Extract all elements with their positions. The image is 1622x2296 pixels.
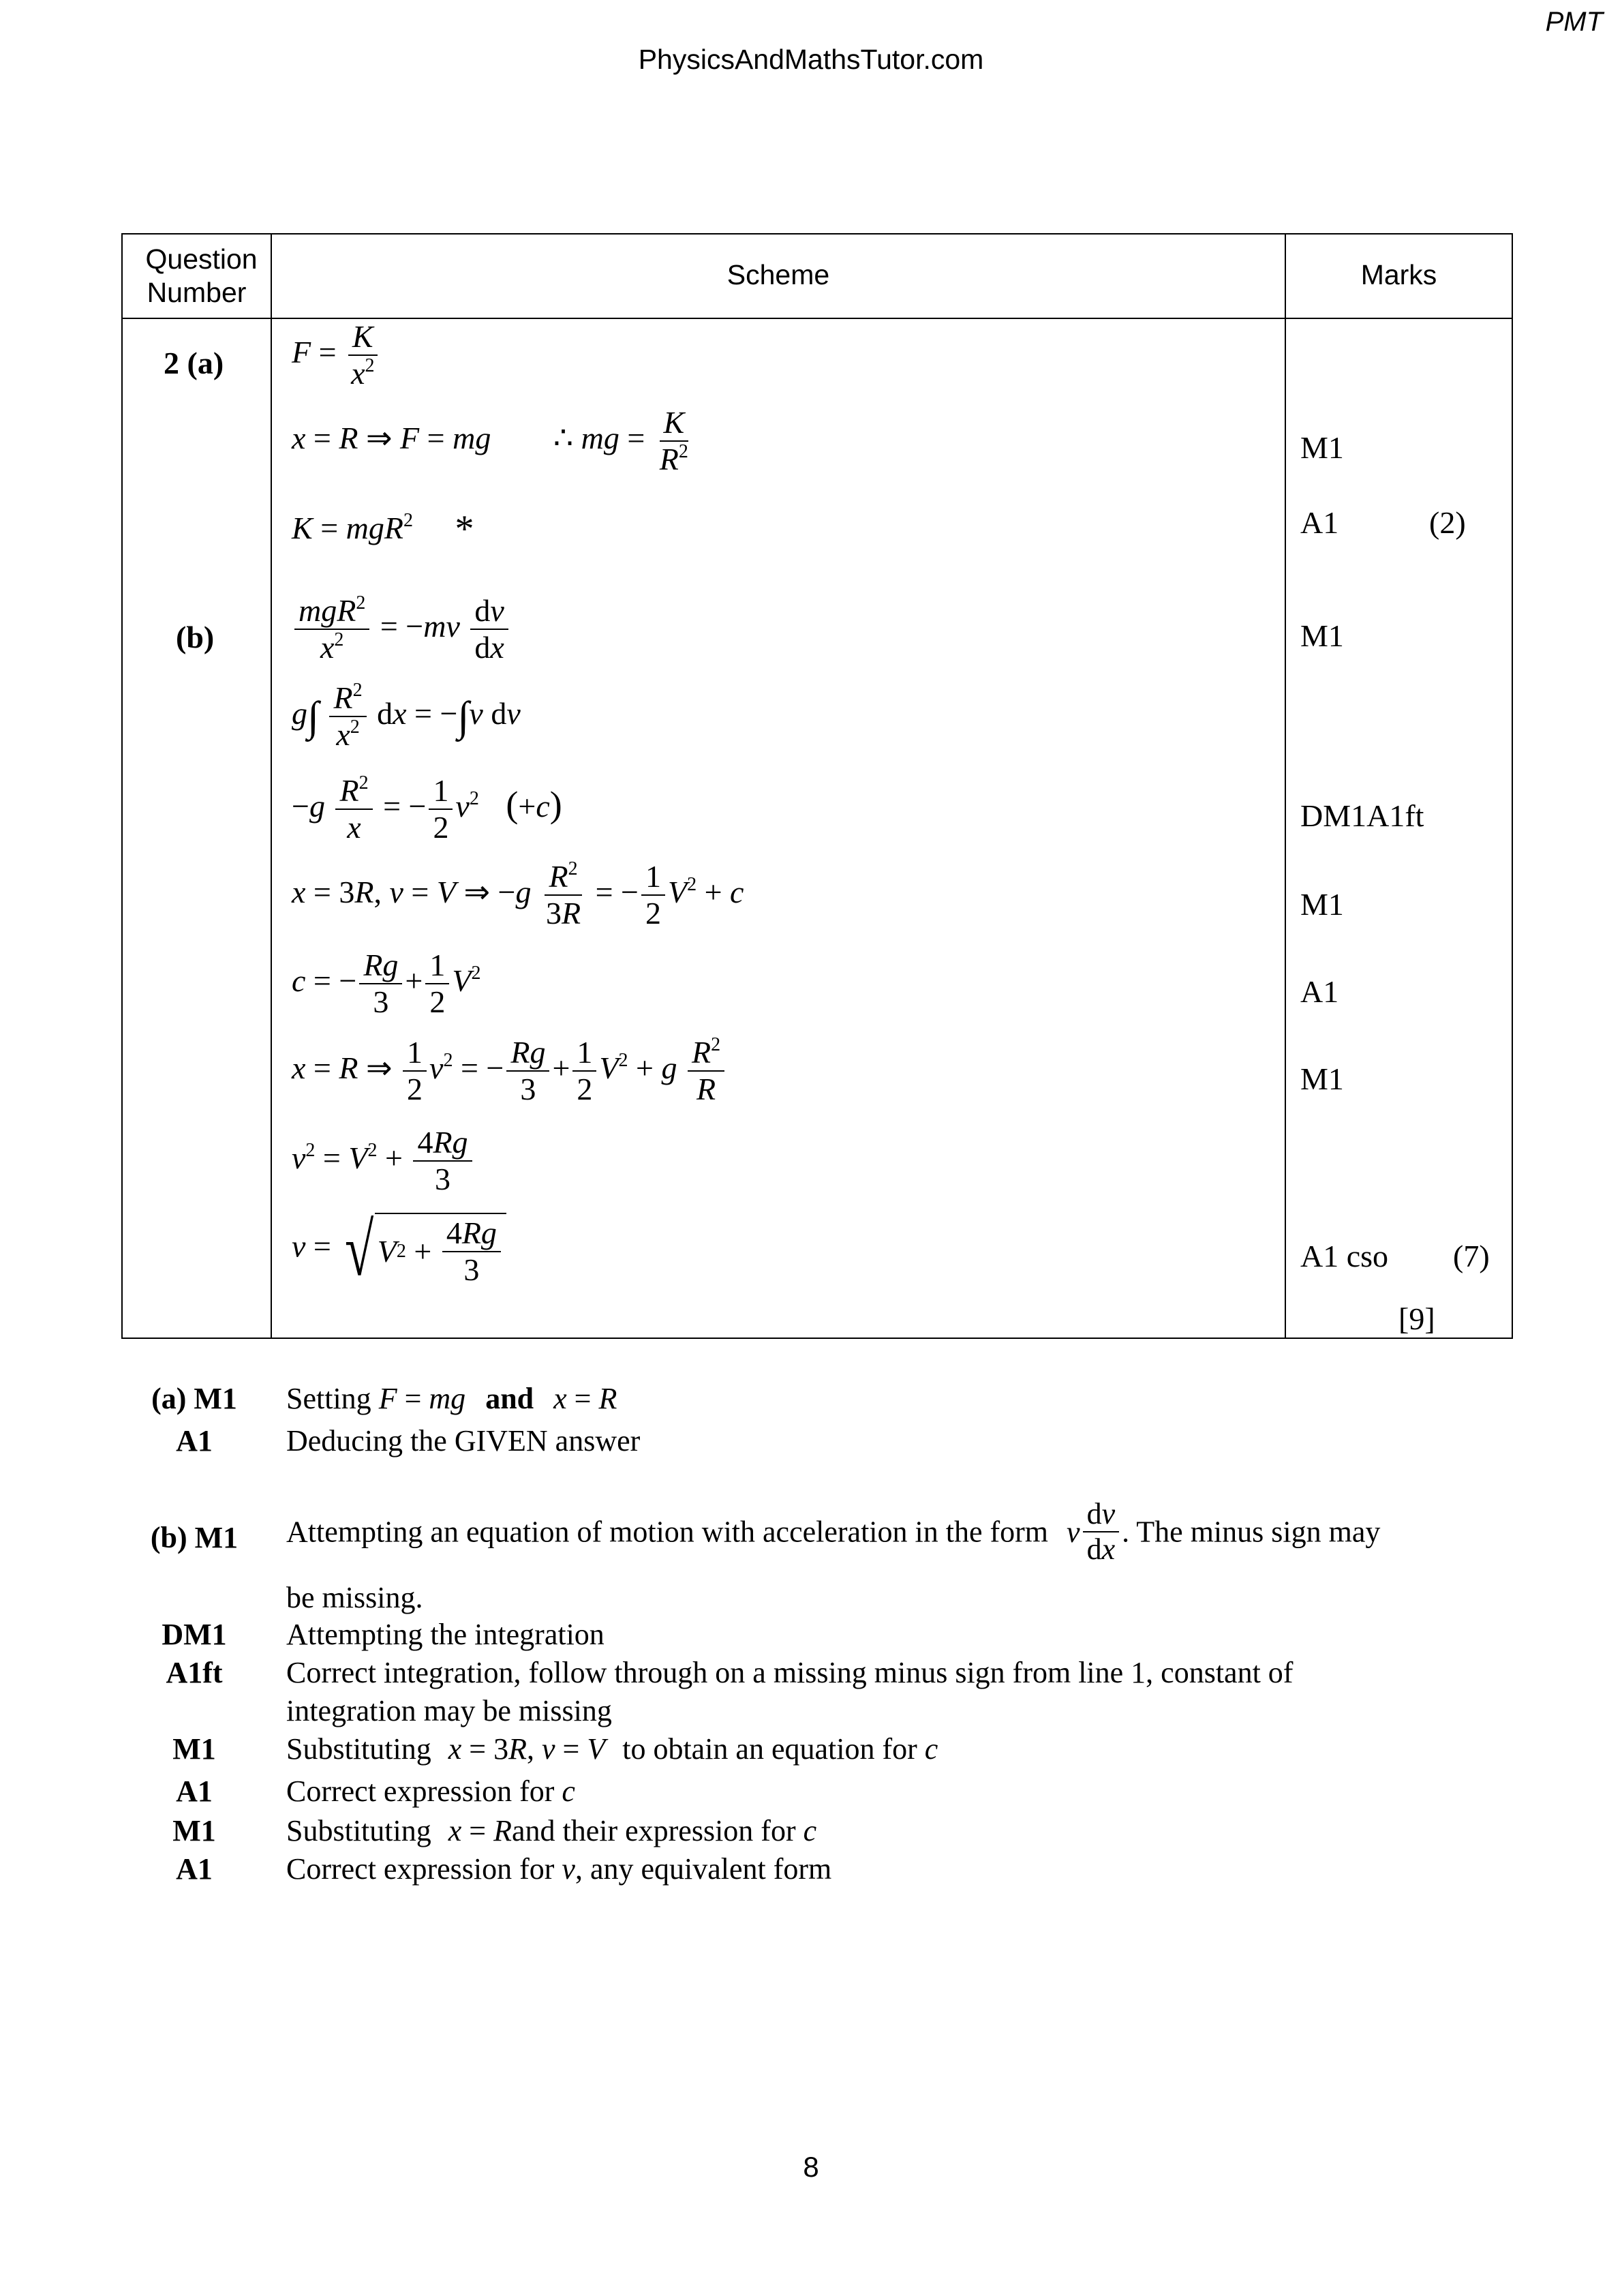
eq-b1: $\frac{mgR^2}{x^2}$ = −mv $\frac{dv}{dx}$ [292, 594, 511, 665]
mark-b1: M1 [1300, 618, 1344, 653]
eq-a2: x = R ⇒ F = mg ∴ mg = $\frac{K}{R^2}$ [292, 405, 688, 477]
mark-b3: DM1A1ft [1300, 798, 1424, 833]
note-text-b-dm1: Attempting the integration [286, 1618, 605, 1651]
mark-b6: M1 [1300, 1061, 1344, 1096]
note-code-b-dm1: DM1 [162, 1618, 227, 1651]
mark-b5: A1 [1300, 974, 1339, 1009]
note-text-b-m1-sub: Substituting x = 3R, v = V to obtain an equation for c [286, 1732, 938, 1766]
question-label-2a: 2 (a) [164, 346, 224, 380]
header-scheme: Scheme [726, 259, 830, 290]
given-answer-star: * [455, 508, 474, 550]
note-text-a-a1: Deducing the GIVEN answer [286, 1424, 641, 1457]
eq-b8: v = √ V 2 + $\frac{4Rg}{3}$ [292, 1212, 506, 1287]
eq-b5: c = − $\frac{Rg}{3}$ + $\frac{1}{2}$ $V^2$ [292, 948, 481, 1020]
note-code-a-a1: A1 [176, 1424, 213, 1457]
header-marks: Marks [1360, 259, 1437, 290]
eq-b2: g∫ $\frac{R^2}{x^2}$ dx = −∫v dv [292, 680, 521, 753]
note-text-a-m1: Setting F = mg and x = R [286, 1382, 617, 1415]
note-code-a-m1: (a) M1 [151, 1382, 237, 1415]
note-text-b-m1: Attempting an equation of motion with acceleration in the form v $\frac{dv}{dx}$ . The minus sign may [286, 1497, 1381, 1567]
eq-a1: F = $\frac{K}{x^2}$ [292, 320, 381, 391]
eq-b4: x = 3R, v = V ⇒ −g $\frac{R^2}{3R}$ = − $\frac{1}{2}$ $V^2 + c$ [292, 858, 744, 931]
eq-b3: −g $\frac{R^2}{x}$ = − $\frac{1}{2}$ $v^2$ (+c) [292, 772, 562, 845]
mark-b-total: (7) [1453, 1239, 1490, 1273]
note-text-b-a1ft: Correct integration, follow through on a missing minus sign from line 1, constant of [286, 1656, 1294, 1689]
note-code-b-a1-c: A1 [176, 1774, 213, 1808]
note-code-b-m1-sub: M1 [172, 1732, 216, 1766]
note-text-b-m1-r: Substituting x = Rand their expression for c [286, 1814, 817, 1847]
mark-a-total: (2) [1429, 505, 1466, 540]
mark-grand-total: [9] [1398, 1301, 1435, 1336]
question-label-2b: (b) [176, 620, 215, 654]
page-number: 8 [803, 2151, 819, 2183]
note-code-b-a1-v: A1 [176, 1852, 213, 1886]
eq-a3: K = mgR$^2$ * [292, 508, 474, 550]
note-text-b-a1-c: Correct expression for c [286, 1774, 575, 1808]
note-text-b-a1ft-cont: integration may be missing [286, 1694, 612, 1727]
mark-b4: M1 [1300, 887, 1344, 922]
note-code-b-m1-r: M1 [172, 1814, 216, 1847]
note-text-b-a1-v: Correct expression for v, any equivalent form [286, 1852, 832, 1886]
eq-b7: $v^2 = V^2$ + $\frac{4Rg}{3}$ [292, 1126, 475, 1196]
mark-a2: A1 [1300, 505, 1339, 540]
note-code-b-m1: (b) M1 [150, 1521, 239, 1554]
note-text-b-m1-cont: be missing. [286, 1581, 423, 1614]
eq-b6: x = R ⇒ $\frac{1}{2}$ $v^2$ = − $\frac{Rg}{3}$ + $\frac{1}{2}$ $V^2 + g$ $\frac{R^2}{R}$ [292, 1036, 727, 1106]
mark-a1: M1 [1300, 430, 1344, 465]
header-question-number: Question Number [145, 243, 258, 309]
site-header: PhysicsAndMathsTutor.com [638, 44, 984, 75]
mark-b8: A1 cso [1300, 1239, 1389, 1273]
pmt-tag: PMT [1545, 7, 1603, 37]
note-code-b-a1ft: A1ft [166, 1656, 223, 1689]
